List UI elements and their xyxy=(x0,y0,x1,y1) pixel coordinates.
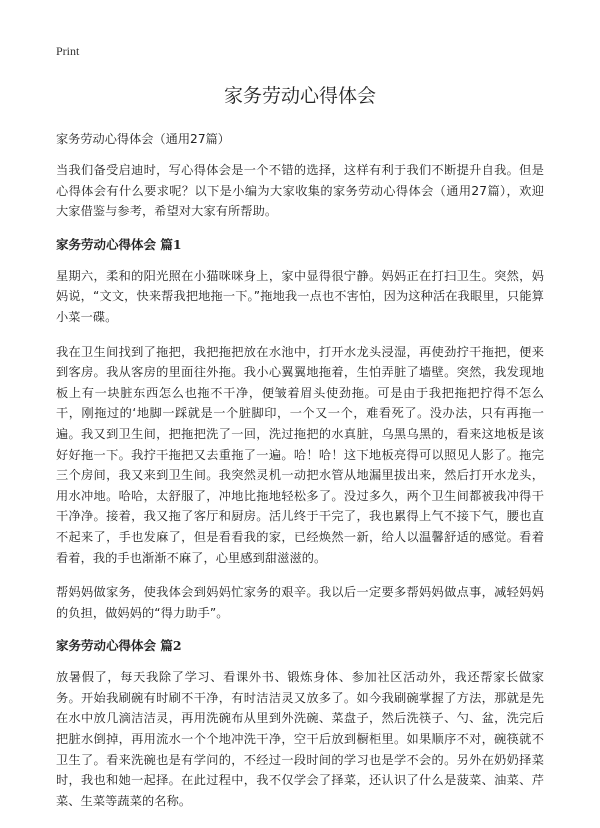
document-subtitle: 家务劳动心得体会（通用27篇） xyxy=(56,132,230,146)
section-heading: 家务劳动心得体会 篇2 xyxy=(56,638,182,654)
section-1 xyxy=(56,236,544,624)
intro-paragraph: 当我们备受启迪时，写心得体会是一个不错的选择，这样有利于我们不断提升自我。但是心得体会有什么要求呢？以下是小编为大家收集的家务劳动心得体会（通用27篇），欢迎大家借鉴与参考，希望对大家有所帮助。 xyxy=(56,163,544,219)
section-2 xyxy=(56,637,544,811)
print-link[interactable]: Print xyxy=(56,44,80,58)
paragraph: 帮妈妈做家务，使我体会到妈妈忙家务的艰辛。我以后一定要多帮妈妈做点事，减轻妈妈的负担，做妈妈的“得力助手”。 xyxy=(56,585,544,620)
section-heading: 家务劳动心得体会 篇1 xyxy=(56,236,182,252)
paragraph: 放暑假了，每天我除了学习、看课外书、锻炼身体、参加社区活动外，我还帮家长做家务。开始我刷碗有时刷不干净，有时洁洁灵又放多了。如今我刷碗掌握了方法，那就是先在水中放几滴洁洁灵，再用洗碗布从里到外洗碗、菜盘子，然后洗筷子、勺、盆，洗完后把脏水倒掉，再用流水一个个地冲洗干净，空干后放到橱柜里。如果顺序不对，碗筷就不卫生了。看来洗碗也是有学问的，不经过一段时间的学习也是学不会的。另外在奶奶择菜时，我也和她一起择。在此过程中，我不仅学会了择菜，还认识了什么是菠菜、油菜、芹菜、生菜等蔬菜的名称。 xyxy=(56,670,544,808)
paragraph: 星期六，柔和的阳光照在小猫咪咪身上，家中显得很宁静。妈妈正在打扫卫生。突然，妈妈说，“文文，快来帮我把地拖一下。”拖地我一点也不害怕，因为这种活在我眼里，只能算小菜一碟。 xyxy=(56,268,544,324)
document-title: 家务劳动心得体会 xyxy=(223,85,376,107)
paragraph: 我在卫生间找到了拖把，我把拖把放在水池中，打开水龙头浸湿，再使劲拧干拖把，便来到客房。我从客房的里面往外拖。我小心翼翼地拖着，生怕弄脏了墙壁。突然，我发现地板上有一块脏东西怎么也拖不干净，便皱着眉头使劲拖。可是由于我把拖把拧得不怎么干，刚拖过的‘地脚一踩就是一个脏脚印，一个又一个，难看死了。没办法，只有再拖一遍。我又到卫生间，把拖把洗了一回，洗过拖把的水真脏，乌黑乌黑的，看来这地板是该好好拖一下。我拧干拖把又去重拖了一遍。哈！哈！这下地板亮得可以照见人影了。拖完三个房间，我又来到卫生间。我突然灵机一动把水管从地漏里拔出来，然后打开水龙头，用水冲地。哈哈，太舒服了，冲地比拖地轻松多了。没过多久，两个卫生间都被我冲得干干净净。接着，我又拖了客厅和厨房。活儿终于干完了，我也累得上气不接下气，腰也直不起来了，手也发麻了，但是看看我的家，已经焕然一新，给人以温馨舒适的感觉。看着看着，我的手也渐渐不麻了，心里感到甜滋滋的。 xyxy=(56,344,544,565)
